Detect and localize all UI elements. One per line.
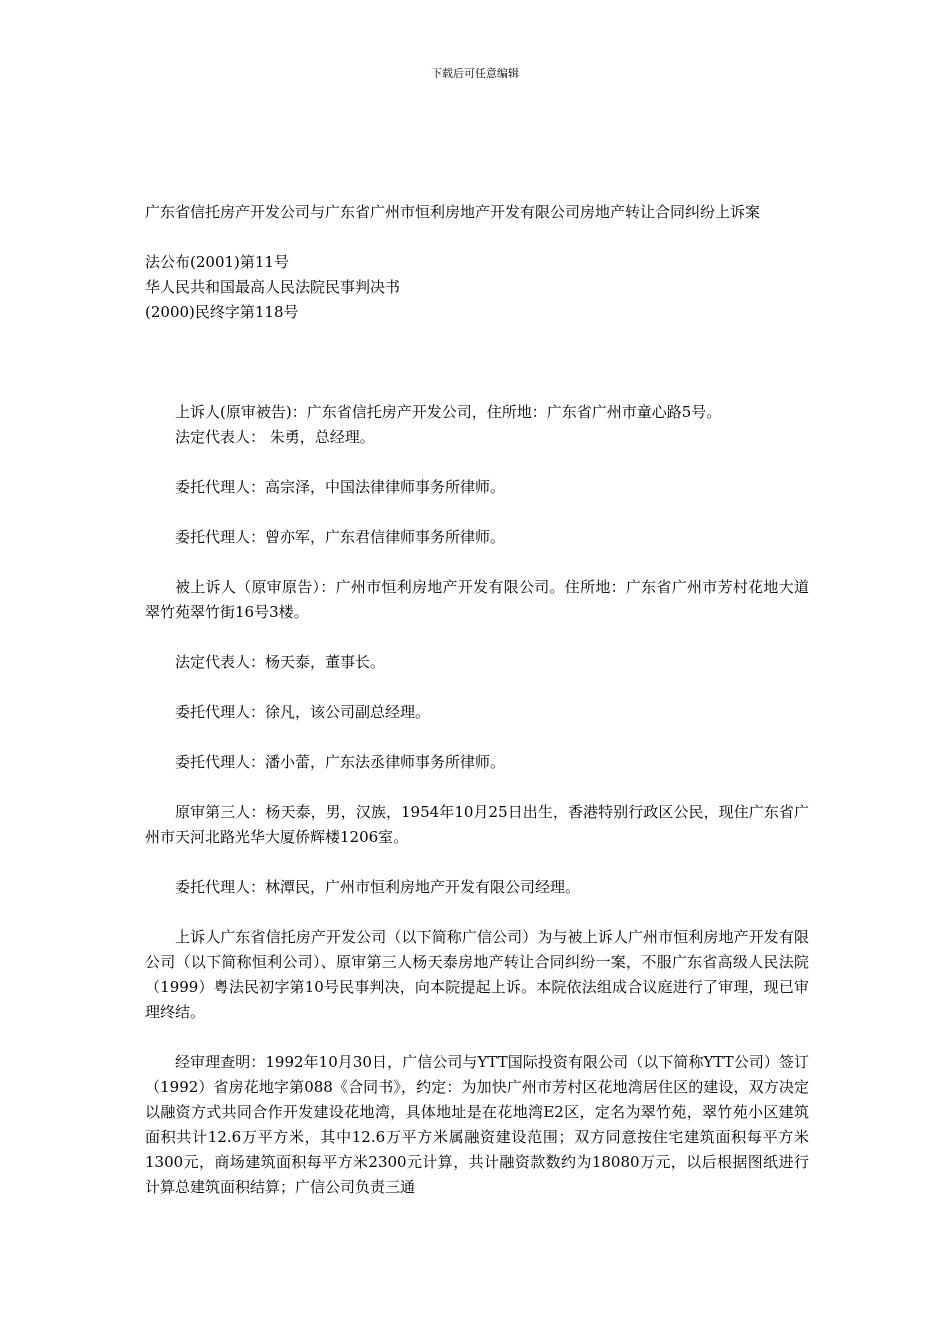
paragraph-appellee-agent-2: 委托代理人：潘小蕾，广东法丞律师事务所律师。 — [175, 753, 506, 771]
publication-number: 法公布(2001)第11号 — [145, 253, 289, 271]
paragraph-case-intro: 上诉人广东省信托房产开发公司（以下简称广信公司）为与被上诉人广州市恒利房地产开发有限公司（以下简称恒利公司）、原审第三人杨天泰房地产转让合同纠纷一案，不服广东省高级人民法院（1999）粤法民初字第10号民事判决，向本院提起上诉。本院依法组成合议庭进行了审理，现已审理终结。 — [145, 928, 809, 1021]
case-number: (2000)民终字第118号 — [145, 303, 299, 321]
paragraph-appellant: 上诉人(原审被告)：广东省信托房产开发公司，住所地：广东省广州市童心路5号。 — [175, 403, 722, 421]
paragraph-appellee-representative: 法定代表人：杨天泰，董事长。 — [175, 653, 386, 671]
document-content — [145, 200, 809, 1225]
paragraph-appellee-agent-1: 委托代理人：徐凡，该公司副总经理。 — [175, 703, 431, 721]
court-document-name: 华人民共和国最高人民法院民事判决书 — [145, 278, 401, 296]
paragraph-appellant-representative: 法定代表人： 朱勇，总经理。 — [175, 428, 375, 446]
document-title: 广东省信托房产开发公司与广东省广州市恒利房地产开发有限公司房地产转让合同纠纷上诉案 — [145, 203, 761, 221]
paragraph-appellant-agent-1: 委托代理人：高宗泽，中国法律律师事务所律师。 — [175, 478, 506, 496]
document-body — [145, 400, 809, 1200]
paragraph-appellant-agent-2: 委托代理人：曾亦军，广东君信律师事务所律师。 — [175, 528, 506, 546]
paragraph-third-party: 原审第三人：杨天泰，男，汉族，1954年10月25日出生，香港特别行政区公民，现住广东省广州市天河北路光华大厦侨辉楼1206室。 — [145, 803, 809, 846]
header-note: 下载后可任意编辑 — [431, 67, 519, 80]
paragraph-appellee: 被上诉人（原审原告）：广州市恒利房地产开发有限公司。住所地：广东省广州市芳村花地大道翠竹苑翠竹街16号3楼。 — [145, 578, 809, 621]
paragraph-findings: 经审理查明：1992年10月30日，广信公司与YTT国际投资有限公司（以下简称YTT公司）签订（1992）省房花地字第088《合同书》，约定：为加快广州市芳村区花地湾居住区的建设，双方决定以融资方式共同合作开发建设花地湾，具体地址是在花地湾E2区，定名为翠竹苑，翠竹苑小区建筑面积共计12.6万平方米，其中12.6万平方米属融资建设范围；双方同意按住宅建筑面积每平方米1300元，商场建筑面积每平方米2300元计算，共计融资款数约为18080万元，以后根据图纸进行计算总建筑面积结算；广信公司负责三通 — [145, 1053, 809, 1196]
document-identifiers — [145, 250, 809, 325]
paragraph-third-party-agent: 委托代理人：林潭民，广州市恒利房地产开发有限公司经理。 — [175, 878, 581, 896]
